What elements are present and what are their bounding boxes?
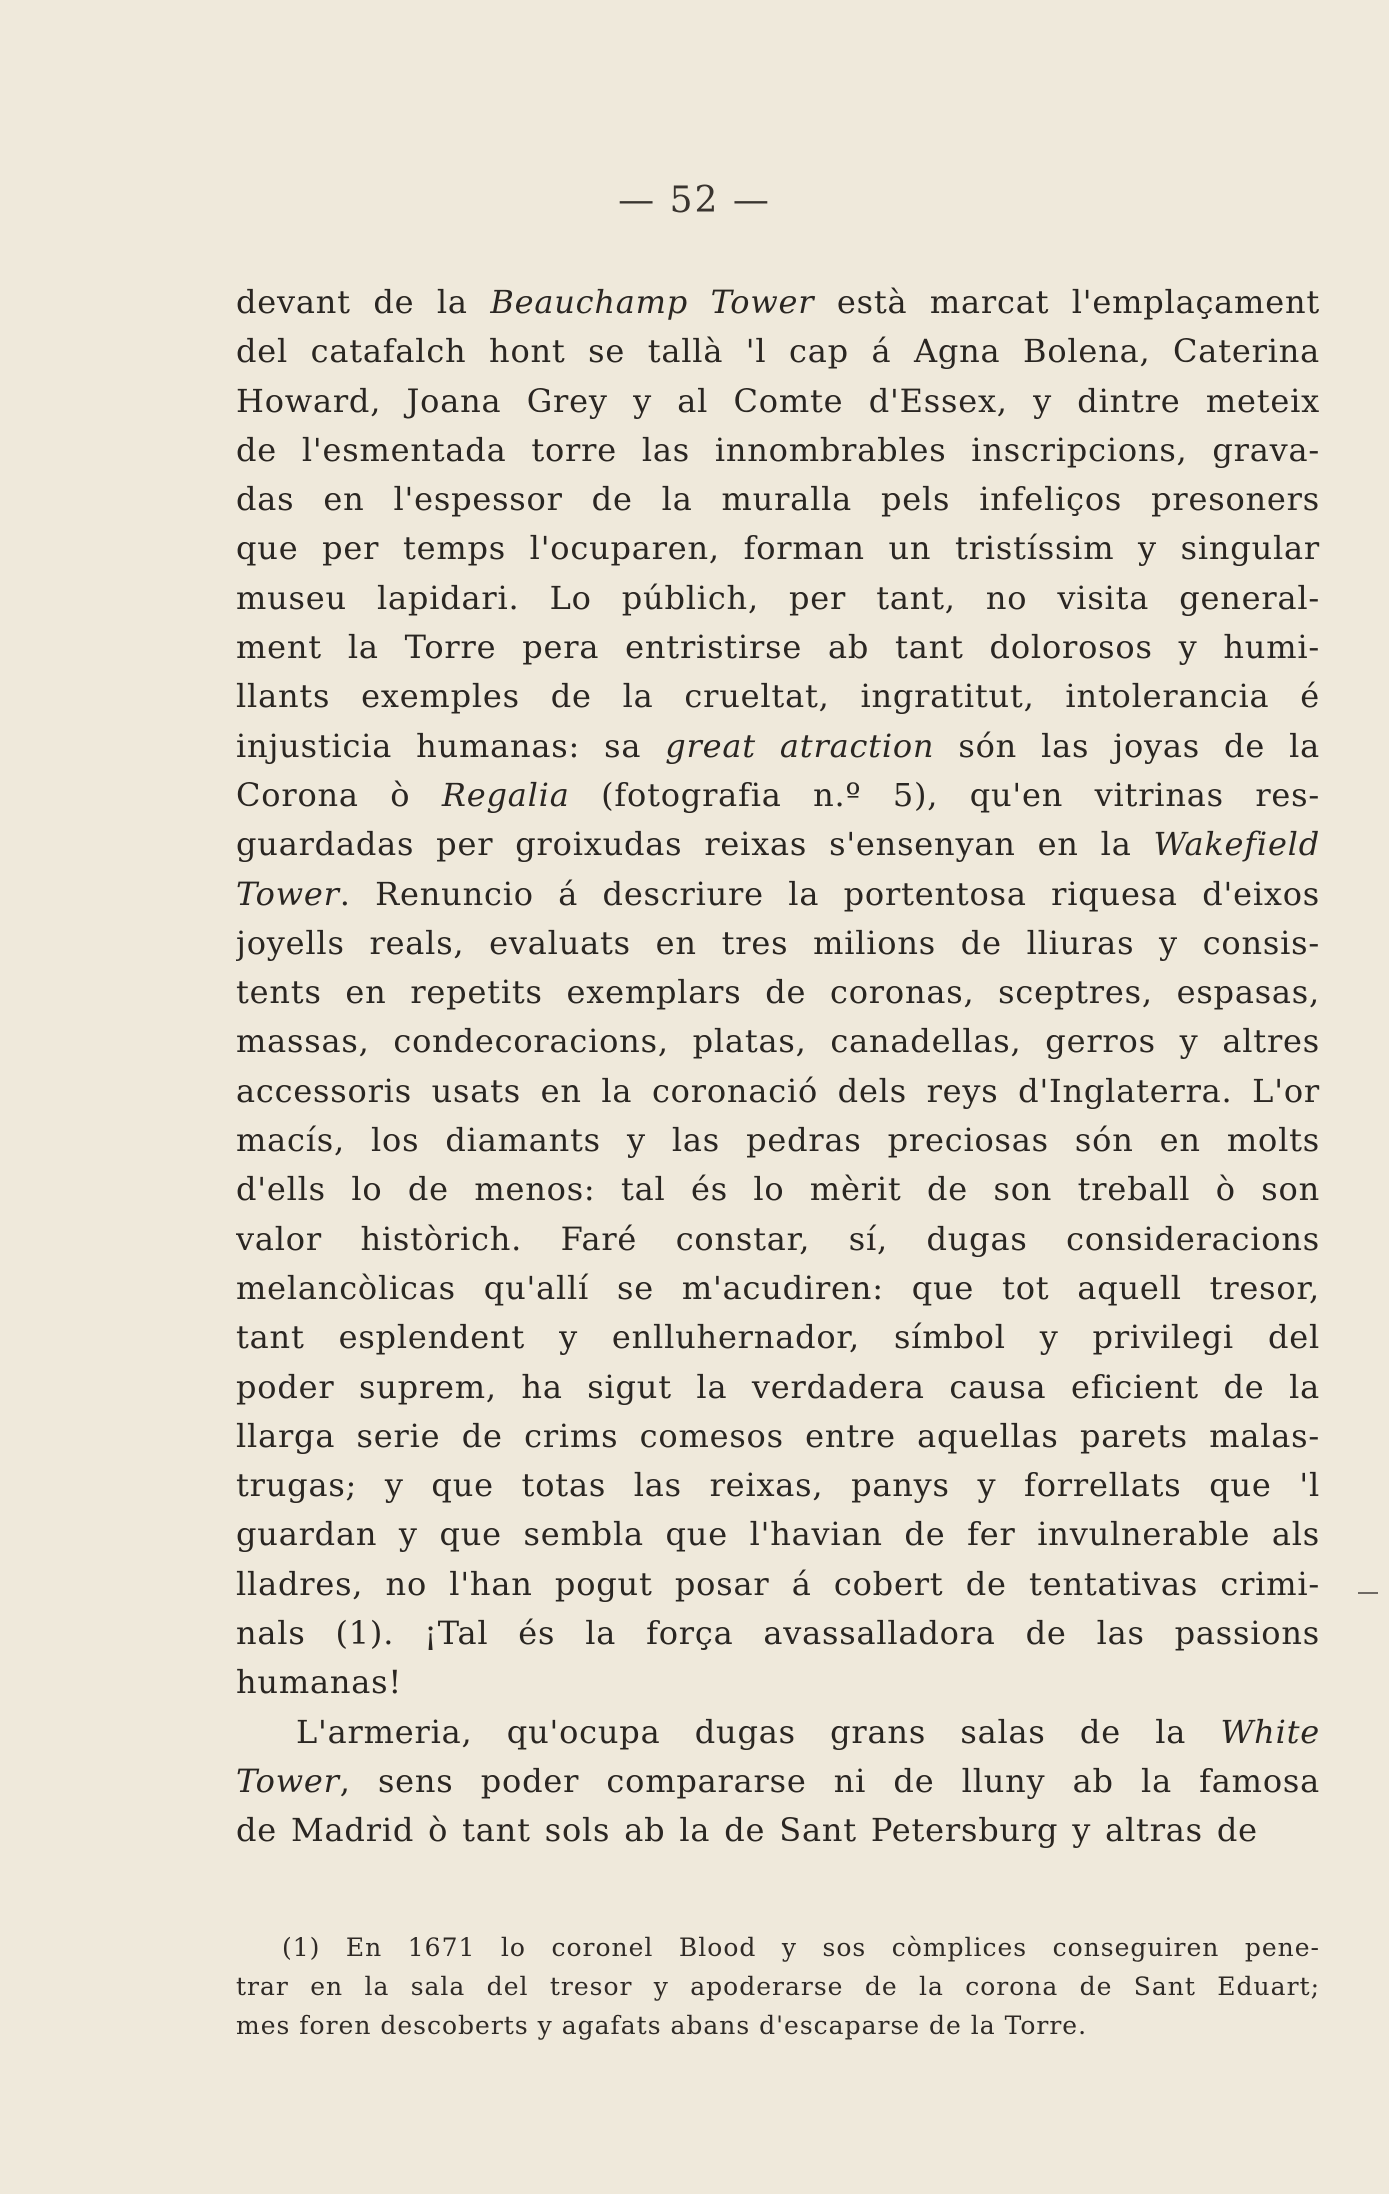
text-line: del catafalch hont se tallà 'l cap á Agna Bolena, Caterina bbox=[236, 332, 1320, 371]
text-line: llarga serie de crims comesos entre aquellas parets malas- bbox=[236, 1416, 1320, 1455]
text-line: guardadas per groixudas reixas s'ensenyan en la Wakefield bbox=[236, 825, 1320, 864]
footnote-line: mes foren descoberts y agafats abans d'escaparse de la Torre. bbox=[236, 2011, 1088, 2040]
text-line: que per temps l'ocuparen, forman un tristíssim y singular bbox=[236, 529, 1320, 568]
footnote-line: trar en la sala del tresor y apoderarse de la corona de Sant Eduart; bbox=[236, 1972, 1320, 2001]
text-line: valor històrich. Faré constar, sí, dugas consideracions bbox=[236, 1219, 1320, 1258]
text-line: Tower. Renuncio á descriure la portentosa riquesa d'eixos bbox=[236, 874, 1320, 913]
text-line: tents en repetits exemplars de coronas, sceptres, espasas, bbox=[236, 973, 1320, 1012]
text-line: nals (1). ¡Tal és la força avassalladora de las passions bbox=[236, 1614, 1320, 1653]
text-line: tant esplendent y enlluhernador, símbol y privilegi del bbox=[236, 1318, 1320, 1357]
margin-mark bbox=[1358, 1592, 1378, 1594]
text-line: macís, los diamants y las pedras preciosas són en molts bbox=[236, 1121, 1320, 1160]
text-line: devant de la Beauchamp Tower està marcat l'emplaçament bbox=[236, 283, 1320, 321]
text-line: Corona ò Regalia (fotografia n.º 5), qu'en vitrinas res- bbox=[236, 775, 1320, 814]
text-line: humanas! bbox=[236, 1663, 403, 1702]
text-line: trugas; y que totas las reixas, panys y forrellats que 'l bbox=[236, 1466, 1320, 1505]
text-line: Tower, sens poder compararse ni de lluny ab la famosa bbox=[236, 1761, 1320, 1800]
footnotes bbox=[236, 1928, 1320, 2045]
text-line: lladres, no l'han pogut posar á cobert de tentativas crimi- bbox=[236, 1564, 1320, 1603]
text-line: Howard, Joana Grey y al Comte d'Essex, y dintre meteix bbox=[236, 381, 1320, 420]
text-line: museu lapidari. Lo públich, per tant, no visita general- bbox=[236, 578, 1320, 617]
text-line: injusticia humanas: sa great atraction són las joyas de la bbox=[236, 726, 1320, 765]
text-line: accessoris usats en la coronació dels reys d'Inglaterra. L'or bbox=[236, 1071, 1320, 1110]
footnote-line: (1) En 1671 lo coronel Blood y sos còmplices conseguiren pene- bbox=[282, 1933, 1320, 1962]
text-line: das en l'espessor de la muralla pels infeliços presoners bbox=[236, 480, 1320, 519]
text-line: melancòlicas qu'allí se m'acudiren: que tot aquell tresor, bbox=[236, 1268, 1320, 1307]
main-text bbox=[236, 278, 1320, 1856]
text-line: L'armeria, qu'ocupa dugas grans salas de la White bbox=[296, 1712, 1320, 1751]
text-line: d'ells lo de menos: tal és lo mèrit de son treball ò son bbox=[236, 1170, 1320, 1209]
text-line: poder suprem, ha sigut la verdadera causa eficient de la bbox=[236, 1367, 1320, 1406]
text-line: massas, condecoracions, platas, canadellas, gerros y altres bbox=[236, 1022, 1320, 1061]
text-line: ment la Torre pera entristirse ab tant dolorosos y humi- bbox=[236, 628, 1320, 667]
page-number: — 52 — bbox=[618, 180, 771, 221]
text-line: de l'esmentada torre las innombrables inscripcions, grava- bbox=[236, 430, 1320, 469]
text-line: joyells reals, evaluats en tres milions de lliuras y consis- bbox=[236, 923, 1320, 962]
text-line: llants exemples de la crueltat, ingratitut, intolerancia é bbox=[236, 677, 1320, 716]
text-line: de Madrid ò tant sols ab la de Sant Petersburg y altras de bbox=[236, 1811, 1258, 1850]
text-line: guardan y que sembla que l'havian de fer invulnerable als bbox=[236, 1515, 1320, 1554]
